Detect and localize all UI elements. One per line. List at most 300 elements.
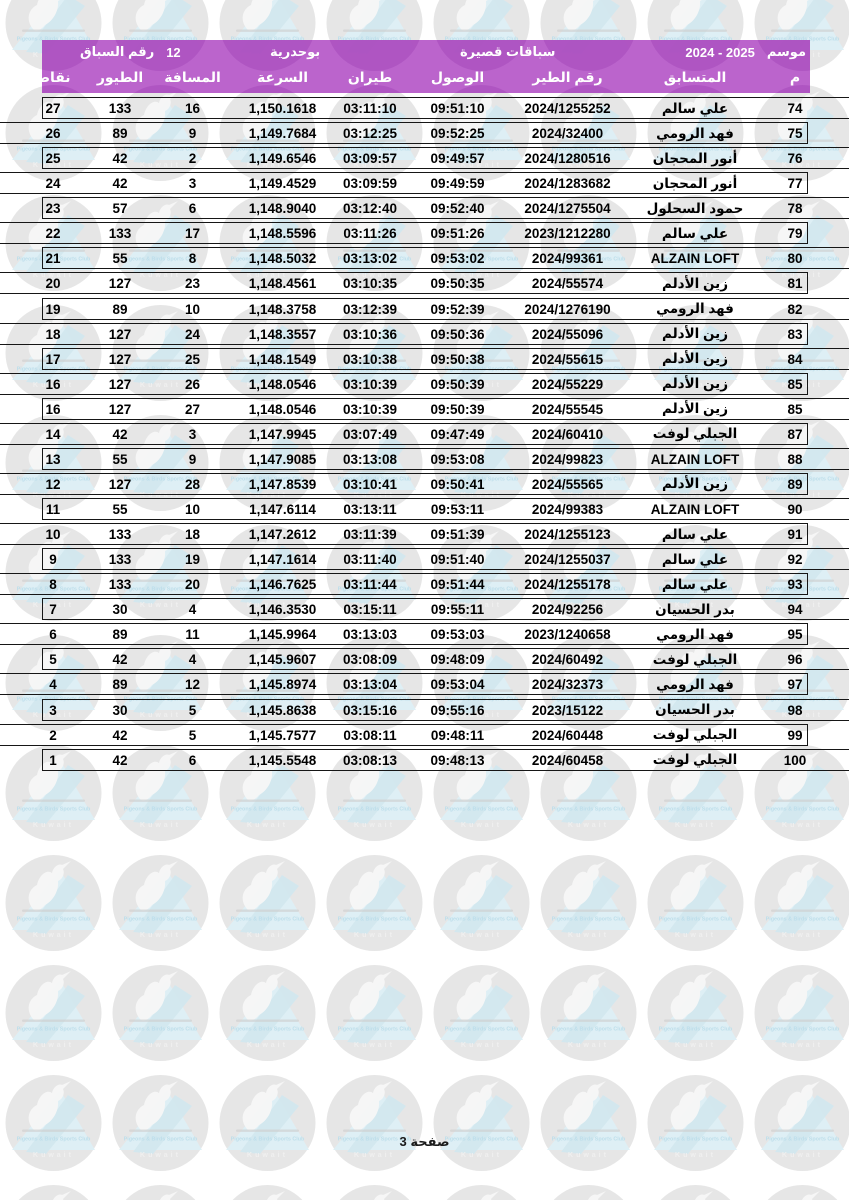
speed-cell: 1,150.1618 <box>248 101 317 117</box>
arrival-cell: 09:52:39 <box>430 301 485 317</box>
season-label: موسم <box>766 44 806 59</box>
num-cell: 87 <box>787 426 803 442</box>
points-cell: 4 <box>49 677 57 693</box>
competitor-cell: زين الأدلم <box>662 275 729 291</box>
speed-cell: 1,148.5596 <box>248 226 317 242</box>
distance-cell: 6 <box>188 201 197 217</box>
results-table <box>0 96 849 773</box>
arrival-cell: 09:50:38 <box>430 351 485 367</box>
birds-cell: 89 <box>112 301 128 317</box>
race-number-group <box>80 40 181 64</box>
birds-cell: 42 <box>112 176 128 192</box>
birds-cell: 55 <box>112 451 128 467</box>
points-cell: 3 <box>49 702 57 718</box>
bird-no-cell: 2023/1212280 <box>524 226 611 242</box>
spacer <box>830 62 849 93</box>
bird-no-cell: 2024/1255123 <box>524 527 611 543</box>
num-cell: 99 <box>787 727 803 743</box>
spacer <box>830 146 849 171</box>
speed-cell: 1,148.9040 <box>248 201 317 217</box>
competitor-cell: الجبلي لوفت <box>652 426 738 442</box>
points-cell: 21 <box>45 251 61 267</box>
spacer <box>830 547 849 572</box>
competitor-cell: فهد الرومي <box>656 301 734 317</box>
speed-cell: 1,148.3758 <box>248 301 317 317</box>
season-value: 2024 - 2025 <box>685 44 755 60</box>
spacer <box>830 572 849 597</box>
result-row <box>0 347 849 372</box>
header-meta-row <box>42 40 810 64</box>
competitor-cell: زين الأدلم <box>662 326 729 342</box>
num-cell: 76 <box>787 151 803 167</box>
speed-cell: 1,145.8638 <box>248 702 317 718</box>
spacer <box>830 221 849 246</box>
flight-cell: 03:07:49 <box>342 426 398 442</box>
birds-cell: 127 <box>108 276 132 292</box>
num-cell: 82 <box>787 301 803 317</box>
distance-cell: 19 <box>184 552 201 568</box>
spacer <box>830 723 849 748</box>
birds-cell: 127 <box>108 351 132 367</box>
bird-no-cell: 2024/55229 <box>531 376 604 392</box>
spacer <box>830 422 849 447</box>
birds-cell: 55 <box>112 502 128 518</box>
result-row <box>0 522 849 547</box>
bird-no-cell: 2024/55615 <box>531 351 604 367</box>
distance-cell: 17 <box>184 226 201 242</box>
distance-cell: 9 <box>188 451 197 467</box>
points-cell: 23 <box>45 201 61 217</box>
points-cell: 6 <box>49 627 57 643</box>
result-row <box>0 622 849 647</box>
spacer <box>830 447 849 472</box>
col-header-bird-no: رقم الطير <box>532 69 603 85</box>
speed-cell: 1,148.0546 <box>248 401 317 417</box>
arrival-cell: 09:53:04 <box>430 677 485 693</box>
points-cell: 19 <box>45 301 61 317</box>
competitor-cell: زين الأدلم <box>662 376 729 392</box>
num-cell: 74 <box>787 101 803 117</box>
col-header-arrival: الوصول <box>430 69 485 85</box>
spacer <box>830 297 849 322</box>
competitor-cell: علي سالم <box>661 225 729 241</box>
speed-cell: 1,146.3530 <box>248 602 317 618</box>
result-row <box>0 96 849 121</box>
speed-cell: 1,148.3557 <box>248 326 317 342</box>
flight-cell: 03:13:08 <box>342 451 398 467</box>
result-row <box>0 672 849 697</box>
arrival-cell: 09:48:11 <box>430 727 485 743</box>
competitor-cell: حمود السحلول <box>646 200 744 216</box>
speed-cell: 1,147.9945 <box>248 426 317 442</box>
arrival-cell: 09:53:02 <box>430 251 485 267</box>
speed-cell: 1,147.6114 <box>249 502 316 518</box>
distance-cell: 10 <box>184 502 201 518</box>
competitor-cell: علي سالم <box>661 526 729 542</box>
arrival-cell: 09:52:25 <box>430 126 485 142</box>
speed-cell: 1,147.2612 <box>248 527 317 543</box>
points-cell: 22 <box>45 226 61 242</box>
bird-no-cell: 2024/55096 <box>531 326 604 342</box>
birds-cell: 55 <box>112 251 128 267</box>
competitor-cell: بدر الحسيان <box>655 601 735 617</box>
spacer <box>830 672 849 697</box>
result-row <box>0 221 849 246</box>
points-cell: 27 <box>45 101 61 117</box>
competitor-cell: الجبلي لوفت <box>652 651 738 667</box>
points-cell: 26 <box>45 126 61 142</box>
col-header-num: م <box>789 69 801 85</box>
competitor-cell: فهد الرومي <box>656 676 734 692</box>
birds-cell: 127 <box>108 401 132 417</box>
result-row <box>0 297 849 322</box>
num-cell: 85 <box>787 376 803 392</box>
flight-cell: 03:13:04 <box>342 677 398 693</box>
competitor-cell: أنور المحجان <box>652 150 738 166</box>
result-row <box>0 196 849 221</box>
result-row <box>0 647 849 672</box>
competitor-cell: علي سالم <box>661 551 729 567</box>
speed-cell: 1,146.7625 <box>248 577 317 593</box>
num-cell: 79 <box>787 226 803 242</box>
result-row <box>0 447 849 472</box>
flight-cell: 03:15:11 <box>343 602 397 618</box>
points-cell: 7 <box>49 602 57 618</box>
birds-cell: 42 <box>112 727 128 743</box>
competitor-cell: الجبلي لوفت <box>652 752 738 768</box>
table-header-row <box>0 62 849 93</box>
distance-cell: 9 <box>188 126 197 142</box>
flight-cell: 03:10:38 <box>342 351 398 367</box>
speed-cell: 1,147.8539 <box>248 476 317 492</box>
birds-cell: 42 <box>112 426 128 442</box>
flight-cell: 03:08:11 <box>343 727 397 743</box>
spacer <box>830 96 849 121</box>
points-cell: 24 <box>45 176 61 192</box>
birds-cell: 42 <box>112 652 128 668</box>
competitor-cell: زين الأدلم <box>662 476 729 492</box>
race-number-label: رقم السباق <box>80 44 155 59</box>
birds-cell: 57 <box>112 201 128 217</box>
speed-cell: 1,148.1549 <box>248 351 317 367</box>
points-cell: 14 <box>45 426 61 442</box>
num-cell: 84 <box>787 351 803 367</box>
flight-cell: 03:11:10 <box>343 101 397 117</box>
competitor-cell: فهد الرومي <box>656 626 734 642</box>
competitor-cell: الجبلي لوفت <box>652 727 738 743</box>
bird-no-cell: 2024/99361 <box>531 251 604 267</box>
result-row <box>0 472 849 497</box>
num-cell: 90 <box>787 502 803 518</box>
points-cell: 13 <box>45 451 61 467</box>
num-cell: 97 <box>787 677 803 693</box>
distance-cell: 2 <box>188 151 197 167</box>
arrival-cell: 09:51:40 <box>430 552 485 568</box>
arrival-cell: 09:50:41 <box>430 476 485 492</box>
speed-cell: 1,148.4561 <box>248 276 317 292</box>
points-cell: 1 <box>49 752 57 768</box>
birds-cell: 42 <box>112 151 128 167</box>
flight-cell: 03:08:13 <box>342 752 398 768</box>
bird-no-cell: 2024/55545 <box>531 401 604 417</box>
spacer <box>830 497 849 522</box>
distance-cell: 26 <box>184 376 201 392</box>
arrival-cell: 09:50:39 <box>430 401 485 417</box>
flight-cell: 03:12:25 <box>342 126 398 142</box>
col-header-distance: المسافة <box>164 69 221 85</box>
points-cell: 10 <box>45 527 61 543</box>
result-row <box>0 171 849 196</box>
distance-cell: 20 <box>184 577 201 593</box>
birds-cell: 30 <box>112 702 128 718</box>
birds-cell: 133 <box>108 552 132 568</box>
distance-cell: 10 <box>184 301 201 317</box>
birds-cell: 133 <box>108 226 132 242</box>
result-row <box>0 547 849 572</box>
result-row <box>0 748 849 773</box>
arrival-cell: 09:51:39 <box>430 527 485 543</box>
race-type: سباقات قصيرة <box>460 44 556 59</box>
page-number: صفحة 3 <box>399 1134 450 1149</box>
flight-cell: 03:13:11 <box>343 502 397 518</box>
bird-no-cell: 2024/55574 <box>531 276 604 292</box>
col-header-birds: الطيور <box>96 69 144 85</box>
bird-no-cell: 2024/1255252 <box>524 101 611 117</box>
flight-cell: 03:10:39 <box>342 376 398 392</box>
birds-cell: 133 <box>108 527 132 543</box>
spacer <box>830 196 849 221</box>
flight-cell: 03:15:16 <box>342 702 398 718</box>
points-cell: 12 <box>45 476 61 492</box>
distance-cell: 12 <box>184 677 201 693</box>
birds-cell: 89 <box>112 627 128 643</box>
arrival-cell: 09:49:59 <box>430 176 485 192</box>
points-cell: 17 <box>45 351 61 367</box>
result-row <box>0 322 849 347</box>
result-row <box>0 497 849 522</box>
spacer <box>830 171 849 196</box>
distance-cell: 8 <box>188 251 197 267</box>
flight-cell: 03:13:03 <box>342 627 398 643</box>
result-row <box>0 121 849 146</box>
spacer <box>830 522 849 547</box>
birds-cell: 127 <box>108 376 132 392</box>
bird-no-cell: 2023/1240658 <box>524 627 611 643</box>
distance-cell: 23 <box>184 276 201 292</box>
arrival-cell: 09:50:36 <box>430 326 485 342</box>
speed-cell: 1,145.9964 <box>248 627 317 643</box>
arrival-cell: 09:53:03 <box>430 627 485 643</box>
speed-cell: 1,149.7684 <box>248 126 317 142</box>
num-cell: 96 <box>787 652 803 668</box>
spacer <box>830 472 849 497</box>
points-cell: 25 <box>45 151 61 167</box>
arrival-cell: 09:51:26 <box>430 226 485 242</box>
arrival-cell: 09:49:57 <box>430 151 485 167</box>
competitor-cell: زين الأدلم <box>662 351 729 367</box>
arrival-cell: 09:53:08 <box>430 451 485 467</box>
bird-no-cell: 2024/92256 <box>531 602 604 618</box>
flight-cell: 03:08:09 <box>342 652 398 668</box>
num-cell: 93 <box>787 577 803 593</box>
spacer <box>830 647 849 672</box>
points-cell: 16 <box>45 401 61 417</box>
competitor-cell: ALZAIN LOFT <box>650 502 740 518</box>
num-cell: 81 <box>787 276 803 292</box>
num-cell: 83 <box>787 326 803 342</box>
result-row <box>0 597 849 622</box>
bird-no-cell: 2024/60458 <box>531 752 604 768</box>
num-cell: 88 <box>787 451 803 467</box>
distance-cell: 4 <box>188 602 197 618</box>
arrival-cell: 09:47:49 <box>430 426 485 442</box>
speed-cell: 1,149.4529 <box>248 176 317 192</box>
result-row <box>0 246 849 271</box>
points-cell: 5 <box>49 652 57 668</box>
birds-cell: 89 <box>112 126 128 142</box>
bird-no-cell: 2024/1255037 <box>524 552 611 568</box>
num-cell: 77 <box>787 176 803 192</box>
spacer <box>830 322 849 347</box>
bird-no-cell: 2024/55565 <box>531 476 604 492</box>
arrival-cell: 09:48:09 <box>430 652 485 668</box>
arrival-cell: 09:55:11 <box>430 602 485 618</box>
spacer <box>830 372 849 397</box>
flight-cell: 03:10:41 <box>342 476 398 492</box>
num-cell: 95 <box>787 627 803 643</box>
flight-cell: 03:10:39 <box>342 401 398 417</box>
arrival-cell: 09:50:39 <box>430 376 485 392</box>
spacer <box>830 748 849 773</box>
distance-cell: 6 <box>188 752 197 768</box>
arrival-cell: 09:48:13 <box>430 752 485 768</box>
competitor-cell: ALZAIN LOFT <box>650 451 740 467</box>
result-row <box>0 422 849 447</box>
arrival-cell: 09:55:16 <box>430 702 485 718</box>
bird-no-cell: 2024/99383 <box>531 502 604 518</box>
race-number-value: 12 <box>166 44 181 60</box>
num-cell: 94 <box>787 602 803 618</box>
competitor-cell: ALZAIN LOFT <box>650 251 740 267</box>
col-header-competitor: المتسابق <box>663 69 727 85</box>
arrival-cell: 09:51:10 <box>430 101 485 117</box>
birds-cell: 127 <box>108 326 132 342</box>
points-cell: 11 <box>45 502 61 518</box>
points-cell: 9 <box>49 552 57 568</box>
spacer <box>830 246 849 271</box>
flight-cell: 03:09:57 <box>342 151 398 167</box>
distance-cell: 11 <box>185 627 200 643</box>
arrival-cell: 09:53:11 <box>430 502 485 518</box>
bird-no-cell: 2024/1275504 <box>524 201 611 217</box>
distance-cell: 5 <box>188 702 197 718</box>
flight-cell: 03:09:59 <box>342 176 398 192</box>
bird-no-cell: 2024/1283682 <box>524 176 611 192</box>
arrival-cell: 09:52:40 <box>430 201 485 217</box>
points-cell: 18 <box>45 326 61 342</box>
result-row <box>0 372 849 397</box>
distance-cell: 27 <box>184 401 201 417</box>
distance-cell: 5 <box>188 727 197 743</box>
distance-cell: 28 <box>184 476 201 492</box>
flight-cell: 03:11:40 <box>343 552 397 568</box>
num-cell: 98 <box>787 702 803 718</box>
flight-cell: 03:10:36 <box>342 326 398 342</box>
season-group <box>685 40 806 64</box>
bird-no-cell: 2024/60410 <box>531 426 604 442</box>
spacer <box>830 397 849 422</box>
competitor-cell: علي سالم <box>661 576 729 592</box>
arrival-cell: 09:50:35 <box>430 276 485 292</box>
num-cell: 89 <box>787 476 803 492</box>
num-cell: 75 <box>787 126 803 142</box>
flight-cell: 03:12:39 <box>342 301 398 317</box>
distance-cell: 3 <box>188 176 197 192</box>
distance-cell: 3 <box>188 426 197 442</box>
distance-cell: 4 <box>188 652 197 668</box>
speed-cell: 1,147.9085 <box>248 451 317 467</box>
points-cell: 20 <box>45 276 61 292</box>
competitor-cell: علي سالم <box>661 100 729 116</box>
col-header-flight: طيران <box>347 69 393 85</box>
bird-no-cell: 2023/15122 <box>531 702 604 718</box>
speed-cell: 1,145.7577 <box>248 727 317 743</box>
result-row <box>0 397 849 422</box>
distance-cell: 24 <box>184 326 201 342</box>
birds-cell: 133 <box>108 101 132 117</box>
num-cell: 80 <box>787 251 803 267</box>
distance-cell: 18 <box>184 527 201 543</box>
bird-no-cell: 2024/32400 <box>531 126 604 142</box>
result-row <box>0 723 849 748</box>
spacer <box>830 121 849 146</box>
flight-cell: 03:11:39 <box>343 527 397 543</box>
result-row <box>0 572 849 597</box>
spacer <box>830 347 849 372</box>
competitor-cell: بدر الحسيان <box>655 702 735 718</box>
result-row <box>0 698 849 723</box>
num-cell: 91 <box>787 527 803 543</box>
spacer <box>830 622 849 647</box>
competitor-cell: أنور المحجان <box>652 175 738 191</box>
col-header-speed: السرعة <box>256 69 309 85</box>
competitor-cell: فهد الرومي <box>656 125 734 141</box>
bird-no-cell: 2024/1276190 <box>524 301 611 317</box>
speed-cell: 1,148.0546 <box>248 376 317 392</box>
birds-cell: 133 <box>108 577 132 593</box>
result-row <box>0 146 849 171</box>
speed-cell: 1,147.1614 <box>248 552 317 568</box>
birds-cell: 42 <box>112 752 128 768</box>
release-location: بوحدرية <box>270 44 321 59</box>
bird-no-cell: 2024/99823 <box>531 451 604 467</box>
speed-cell: 1,145.9607 <box>248 652 317 668</box>
points-cell: 16 <box>45 376 61 392</box>
spacer <box>830 698 849 723</box>
result-row <box>0 271 849 296</box>
birds-cell: 89 <box>112 677 128 693</box>
num-cell: 85 <box>787 401 803 417</box>
arrival-cell: 09:51:44 <box>430 577 485 593</box>
speed-cell: 1,145.5548 <box>248 752 317 768</box>
num-cell: 92 <box>787 552 803 568</box>
distance-cell: 25 <box>184 351 201 367</box>
num-cell: 78 <box>787 201 803 217</box>
flight-cell: 03:10:35 <box>342 276 398 292</box>
points-cell: 8 <box>49 577 57 593</box>
bird-no-cell: 2024/60492 <box>531 652 604 668</box>
flight-cell: 03:11:26 <box>343 226 397 242</box>
